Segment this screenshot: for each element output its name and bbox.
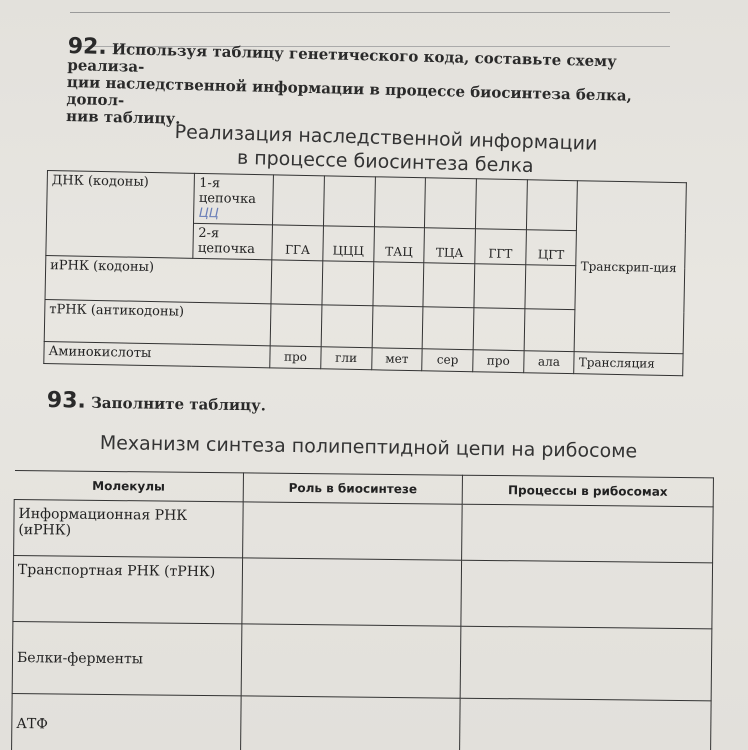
amino-acid-cell: про [473, 350, 524, 373]
process-cell[interactable] [461, 560, 713, 629]
trna-label: тРНК (антикодоны) [44, 299, 271, 345]
molecule-atp: АТФ [12, 693, 242, 750]
amino-label: Аминокислоты [44, 341, 271, 367]
process-cell[interactable] [462, 504, 714, 563]
amino-acid-cell: сер [422, 349, 473, 372]
amino-acid-cell: мет [371, 348, 422, 371]
strand1-cell[interactable] [374, 177, 426, 228]
handwritten-note: ЦЦ [198, 205, 219, 222]
polypeptide-synthesis-table [11, 470, 714, 750]
codon-cell: ТЦА [424, 228, 475, 264]
strand1-label-text: 1-я цепочка [198, 175, 257, 208]
ruled-line [70, 12, 670, 13]
header-molecules: Молекулы [14, 471, 243, 502]
trna-cell[interactable] [422, 307, 474, 350]
translation-label: Трансляция [574, 352, 683, 376]
amino-acid-cell: про [270, 346, 321, 369]
trna-cell[interactable] [270, 304, 321, 347]
dna-label: ДНК (кодоны) [46, 171, 195, 259]
table2-title: Механизм синтеза полипептидной цепи на рибосоме [99, 432, 638, 463]
task-number: 93. [46, 388, 87, 414]
codon-cell: ГГТ [475, 229, 526, 265]
strand1-cell[interactable] [425, 178, 477, 229]
table1-title-line: в процессе биосинтеза белка [236, 146, 534, 178]
role-cell[interactable] [241, 696, 461, 750]
strand2-label: 2-я цепочка [193, 223, 272, 260]
role-cell[interactable] [243, 502, 463, 560]
role-cell[interactable] [241, 624, 461, 698]
strand1-cell[interactable] [526, 180, 578, 231]
task-number: 92. [67, 34, 108, 60]
header-role: Роль в биосинтезе [243, 473, 462, 504]
strand1-label [194, 173, 274, 225]
strand1-cell[interactable] [476, 179, 528, 230]
codon-cell: ЦЦЦ [323, 226, 374, 262]
trna-cell[interactable] [372, 306, 424, 349]
trna-cell[interactable] [473, 308, 524, 351]
mrna-cell[interactable] [525, 265, 577, 310]
task-93 [46, 388, 267, 415]
trna-cell[interactable] [524, 309, 575, 352]
strand1-cell[interactable] [273, 175, 325, 226]
mrna-cell[interactable] [373, 262, 425, 307]
mrna-cell[interactable] [474, 264, 525, 309]
codon-cell: ГГА [272, 225, 323, 261]
mrna-cell[interactable] [423, 263, 475, 308]
codon-cell: ЦГТ [525, 230, 576, 266]
task-text: Заполните таблицу. [90, 393, 267, 415]
strand1-cell[interactable] [323, 176, 375, 227]
process-cell[interactable] [460, 626, 712, 701]
mrna-label: иРНК (кодоны) [45, 255, 272, 303]
molecule-mrna: Информационная РНК (иРНК) [14, 500, 244, 558]
transcription-label: Транскрип-ция [575, 181, 687, 354]
genetic-info-table [43, 170, 687, 376]
role-cell[interactable] [242, 558, 462, 626]
mrna-cell[interactable] [271, 260, 322, 305]
amino-acid-cell: ала [523, 351, 574, 374]
process-cell[interactable] [460, 698, 712, 750]
trna-cell[interactable] [321, 305, 373, 348]
task-text-line: нив таблицу. [65, 106, 181, 128]
codon-cell: ТАЦ [373, 227, 424, 263]
task-text-line: ции наследственной информации в процессе биосинтеза белка, допол- [66, 72, 633, 110]
amino-acid-cell: гли [321, 347, 372, 370]
header-processes: Процессы в рибосомах [462, 475, 713, 507]
molecule-enzymes: Белки-ферменты [12, 621, 242, 695]
molecule-trna: Транспортная РНК (тРНК) [13, 556, 243, 624]
task-text-line: Используя таблицу генетического кода, составьте схему реализа- [67, 40, 617, 76]
table1-title-line: Реализация наследственной информации [174, 120, 598, 155]
mrna-cell[interactable] [322, 261, 374, 306]
